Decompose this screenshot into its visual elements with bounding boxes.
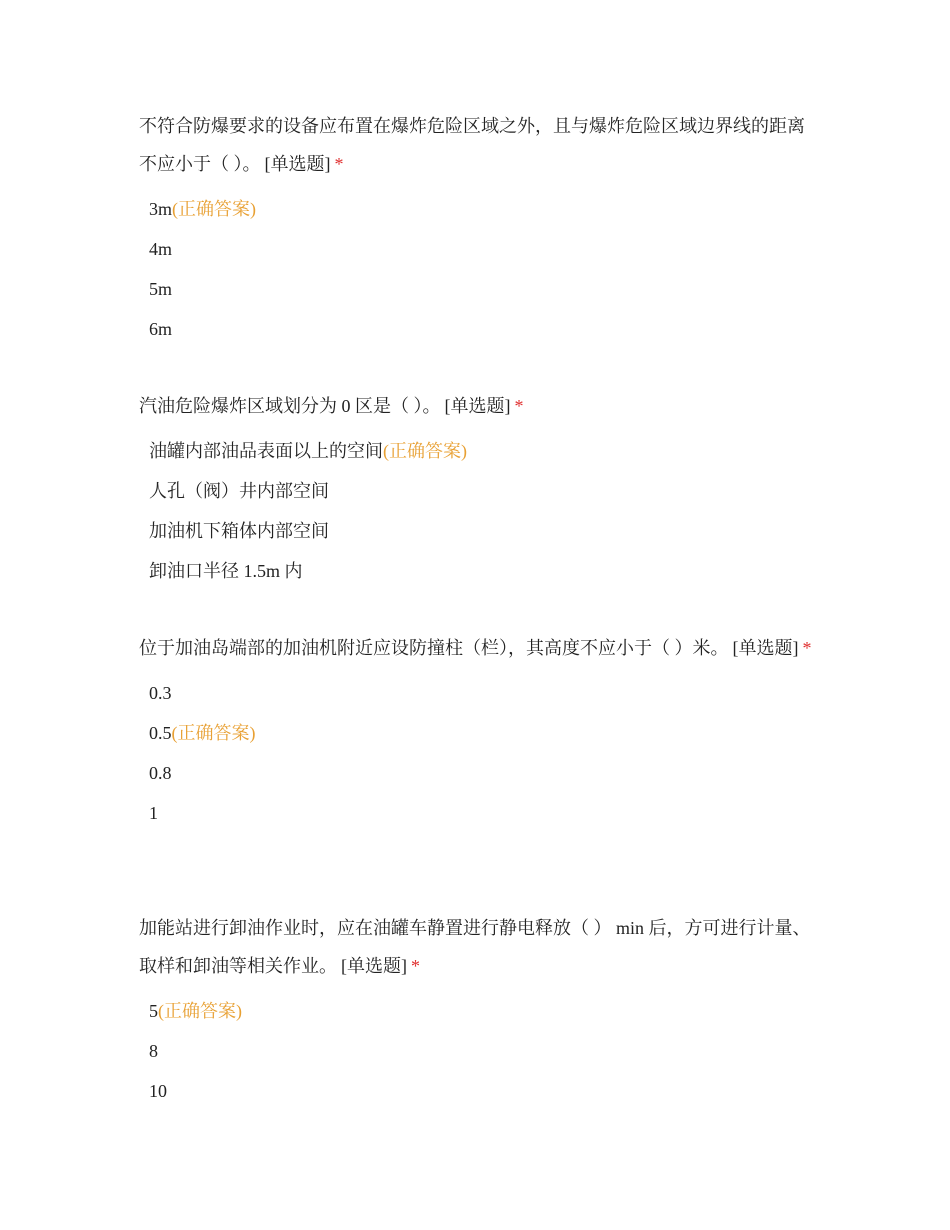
required-marker: * bbox=[514, 396, 524, 416]
question-3-options bbox=[139, 673, 819, 833]
option-label: 10 bbox=[149, 1081, 167, 1101]
option-label: 3m bbox=[149, 199, 173, 219]
question-2-stem bbox=[139, 387, 819, 425]
required-marker: * bbox=[334, 154, 344, 174]
question-1-text: 不符合防爆要求的设备应布置在爆炸危险区域之外，且与爆炸危险区域边界线的距离不应小于（ ）。 bbox=[139, 116, 805, 174]
required-marker: * bbox=[802, 638, 812, 658]
option-q1-a[interactable] bbox=[139, 189, 819, 229]
question-4-text: 加能站进行卸油作业时，应在油罐车静置进行静电释放（ ） min 后，方可进行计量、取样和卸油等相关作业。 bbox=[139, 918, 811, 976]
option-q3-b[interactable] bbox=[139, 713, 819, 753]
required-marker: * bbox=[411, 956, 420, 976]
question-4-stem bbox=[139, 909, 819, 985]
question-1-type: [单选题] bbox=[264, 154, 331, 174]
question-3-stem bbox=[139, 629, 819, 667]
option-q1-b[interactable] bbox=[139, 229, 819, 269]
option-label: 0.5 bbox=[149, 723, 172, 743]
correct-answer-tag: (正确答案) bbox=[171, 723, 256, 743]
option-label: 5m bbox=[149, 279, 173, 299]
option-label: 8 bbox=[149, 1041, 158, 1061]
option-q2-c[interactable] bbox=[139, 511, 819, 551]
question-2-options bbox=[139, 431, 819, 591]
option-label: 5 bbox=[149, 1001, 158, 1021]
question-4-options bbox=[139, 991, 819, 1111]
question-4-type: [单选题] bbox=[341, 956, 407, 976]
question-3-type: [单选题] bbox=[732, 638, 799, 658]
option-label: 6m bbox=[149, 319, 173, 339]
option-q3-c[interactable] bbox=[139, 753, 819, 793]
question-2-type: [单选题] bbox=[444, 396, 511, 416]
option-q3-a[interactable] bbox=[139, 673, 819, 713]
option-q4-b[interactable] bbox=[139, 1031, 819, 1071]
option-q3-d[interactable] bbox=[139, 793, 819, 833]
option-q2-b[interactable] bbox=[139, 471, 819, 511]
option-label: 油罐内部油品表面以上的空间 bbox=[149, 441, 383, 461]
option-q2-d[interactable] bbox=[139, 551, 819, 591]
question-1-stem bbox=[139, 107, 819, 183]
correct-answer-tag: (正确答案) bbox=[383, 441, 467, 461]
option-label: 卸油口半径 1.5m 内 bbox=[149, 561, 303, 581]
question-3-text: 位于加油岛端部的加油机附近应设防撞柱（栏），其高度不应小于（ ）米。 bbox=[139, 638, 729, 658]
option-q4-a[interactable] bbox=[139, 991, 819, 1031]
option-label: 0.8 bbox=[149, 763, 172, 783]
question-1 bbox=[139, 107, 819, 349]
question-3 bbox=[139, 629, 819, 833]
correct-answer-tag: (正确答案) bbox=[172, 199, 257, 219]
question-4 bbox=[139, 909, 819, 1111]
question-2-text: 汽油危险爆炸区域划分为 0 区是（ ）。 bbox=[139, 396, 441, 416]
option-q1-c[interactable] bbox=[139, 269, 819, 309]
option-q4-c[interactable] bbox=[139, 1071, 819, 1111]
question-2 bbox=[139, 387, 819, 591]
option-label: 0.3 bbox=[149, 683, 172, 703]
option-q2-a[interactable] bbox=[139, 431, 819, 471]
option-label: 人孔（阀）井内部空间 bbox=[149, 481, 329, 501]
option-label: 加油机下箱体内部空间 bbox=[149, 521, 329, 541]
option-label: 4m bbox=[149, 239, 173, 259]
option-q1-d[interactable] bbox=[139, 309, 819, 349]
question-1-options bbox=[139, 189, 819, 349]
option-label: 1 bbox=[149, 803, 158, 823]
correct-answer-tag: (正确答案) bbox=[158, 1001, 242, 1021]
